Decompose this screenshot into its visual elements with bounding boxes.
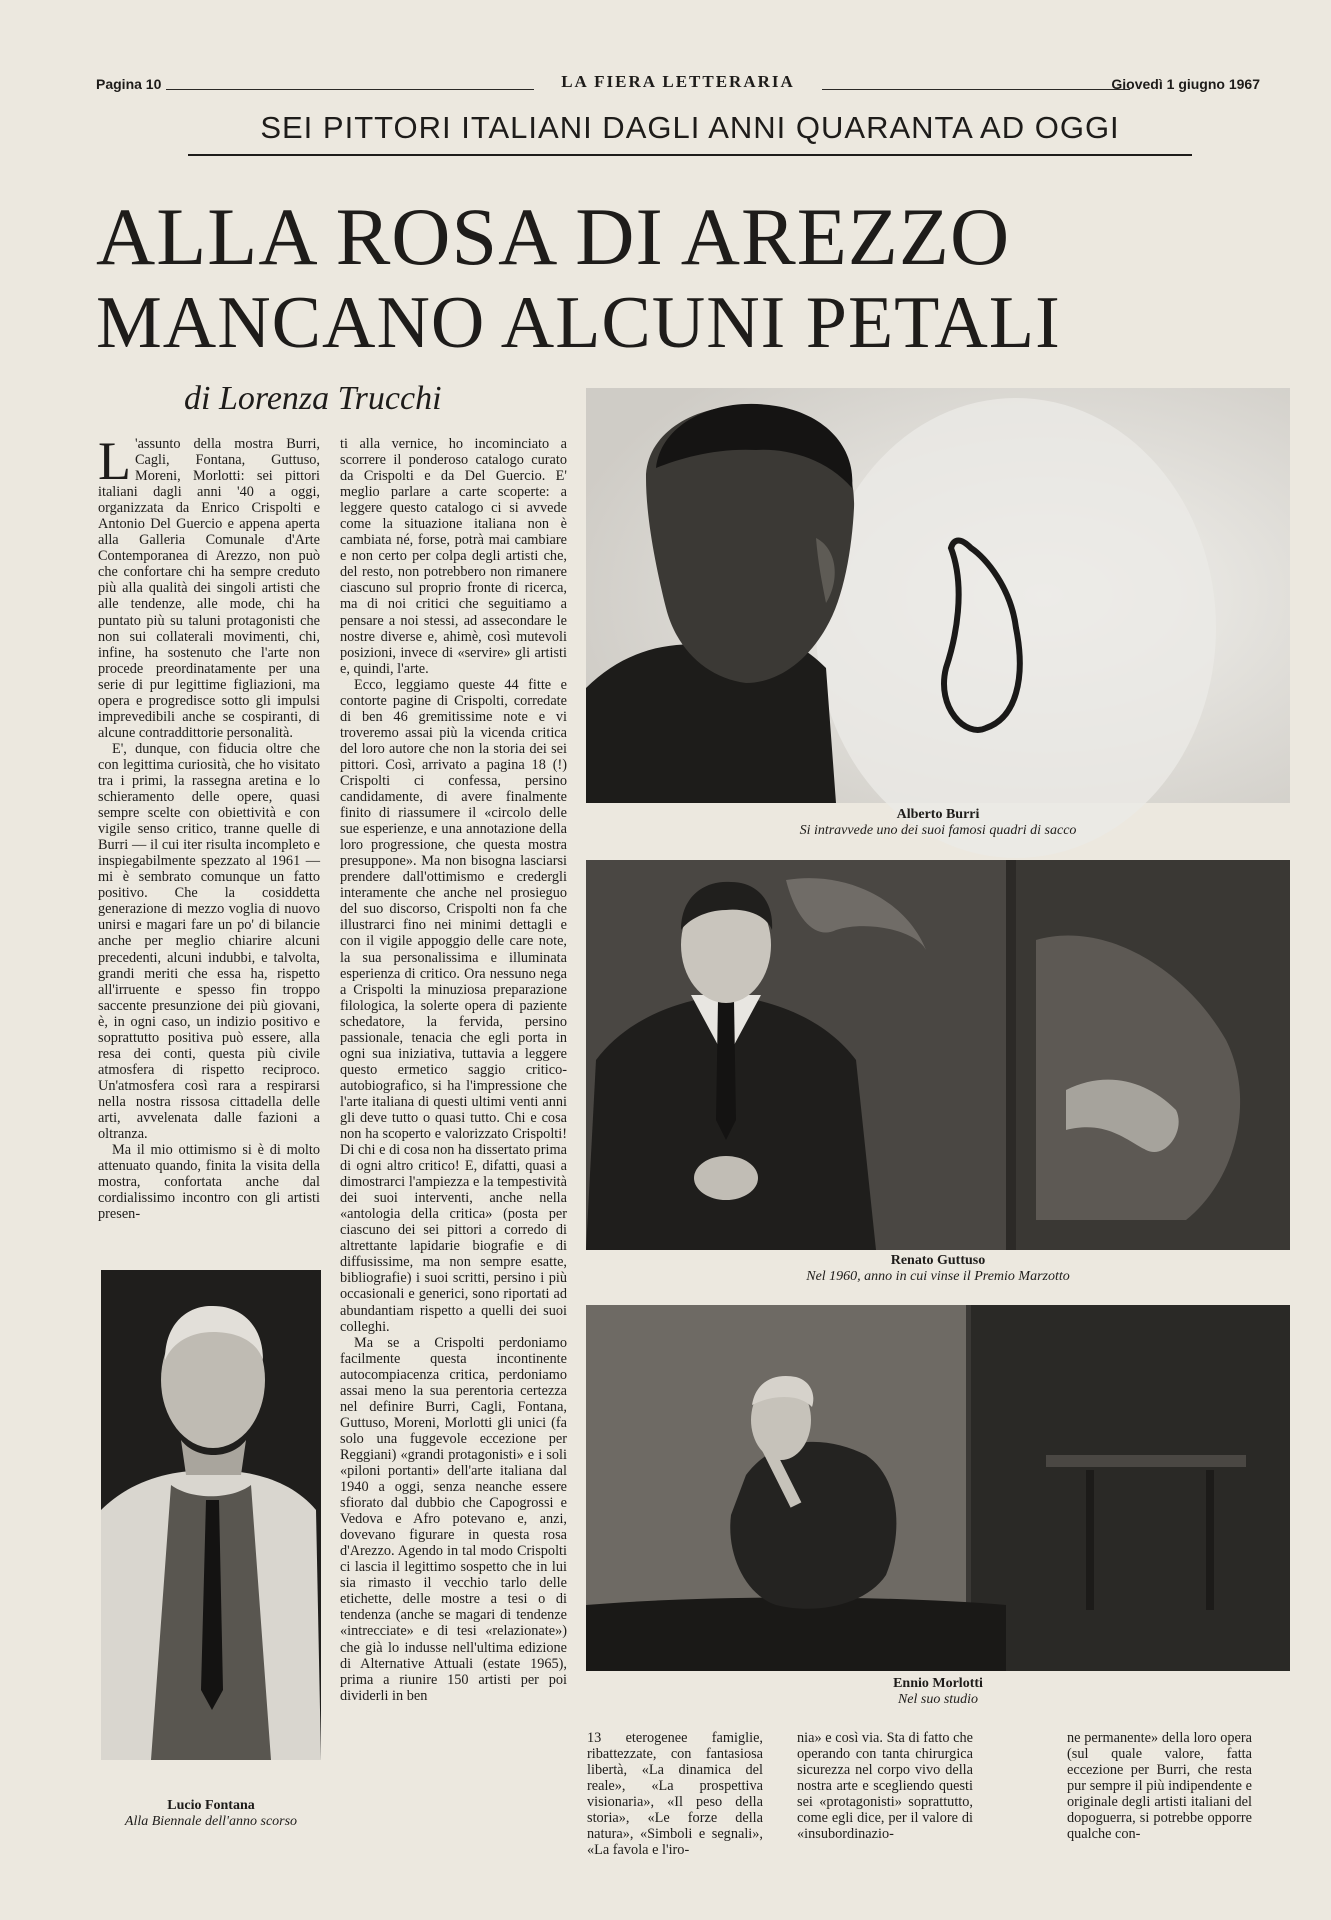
paragraph: L 'assunto della mostra Burri, Cagli, Fontana, Guttuso, Moreni, Morlotti: sei pittori italiani dagli anni '40 a oggi, organizzata da Enrico Crispolti e Antonio Del Guercio e appena aperta alla Galleria Comunale d'Arte Contemporanea di Arezzo, non può che confortare chi ha sempre creduto più alla qualità dei singoli artisti che alle tendenze, alle mode, chi ha puntato più su taluni protagonisti che non sui collaterali movimenti, chi, infine, ha sostenuto che l'arte non procede preordinatamente per una serie di pur legittime figliazioni, ma opera e progredisce sotto gli impulsi imprevedibili anche se cospiranti, di alcune contraddittorie personalità. (98, 431, 320, 741)
paragraph: Ecco, leggiamo queste 44 fitte e contorte pagine di Crispolti, corredate di ben 46 gremitissime note e vi troveremo assai più la vicenda critica del loro autore che non la storia dei sei pittori. Così, arrivato a pagina 18 (!) Crispolti ci confessa, persino candidamente, di avere finalmente finito di riassumere il «circolo delle sue esperienze, e una annotazione della loro progressione, che questa mostra presuppone». Ma non bisogna lasciarsi prendere dall'ottimismo e credergli interamente che anche nel prosieguo del suo discorso, Crispolti non fa che illustrarci fino nei minimi dettagli e con il vigile appoggio delle care note, la sua personalissima e illuminata esperienza di critico. Ora nessuno nega a Crispolti la minuziosa preparazione filologica, la solerte opera di paziente schedatore, la fervida, persino passionale, tenacia che egli porta in ogni sua iniziativa, tuttavia a leggere questo ermetico saggio critico-autobiografico, si ha l'impressione che l'arte italiana di questi ultimi venti anni gli deve tutto o quasi tutto. Chi e cosa non ha scoperto e valorizzato Crispolti! Di chi e di cosa non ha dissertato prima di ogni altro critico! E, difatti, quasi a dimostrarci l'ampiezza e la tempestività dei suoi interventi, anche nella «antologia della critica» (posta per ciascuno dei sei pittori a corredo di altrettante lapidarie biografie e di diffusissime, ma non sempre esatte, bibliografie) i suoi scritti, persino i più occasionali e generici, sono riportati ad abundantiam rispetto a quelli dei suoi colleghi. (340, 676, 567, 1335)
caption-name: Renato Guttuso (890, 1253, 986, 1268)
caption-text: Nel 1960, anno in cui vinse il Premio Marzotto (806, 1269, 1070, 1284)
caption-text: Si intravvede uno dei suoi famosi quadri di sacco (799, 823, 1077, 838)
masthead-rule-right (822, 89, 1130, 90)
article-column-3: 13 eterogenee famiglie, ribattezzate, con fantasiosa libertà, «La dinamica del reale», «La prospettiva visionaria», «Il peso della storia», «Le forze della natura», «Simboli e segnali», «La favola e l'iro- (587, 1730, 763, 1859)
kicker-underline (188, 154, 1192, 156)
byline: di Lorenza Trucchi (184, 380, 442, 417)
masthead (96, 72, 1260, 96)
kicker: SEI PITTORI ITALIANI DAGLI ANNI QUARANTA AD OGGI (260, 110, 1120, 145)
page-number: Pagina 10 (96, 76, 162, 92)
caption-text: Alla Biennale dell'anno scorso (124, 1814, 298, 1829)
article-column-5: ne permanente» della loro opera (sul quale valore, fatta eccezione per Burri, che resta pur sempre il più indipendente e originale degli artisti italiani del dopoguerra, si potrebbe opporre qualche con- (1067, 1730, 1252, 1843)
photo-renato-guttuso (586, 860, 1290, 1250)
photo-lucio-fontana (101, 1270, 321, 1760)
drop-cap: L (98, 431, 131, 491)
photo-ennio-morlotti (586, 1305, 1290, 1671)
caption-name: Ennio Morlotti (893, 1676, 983, 1691)
newspaper-name: LA FIERA LETTERARIA (561, 72, 795, 91)
paragraph: Ma il mio ottimismo si è di molto attenuato quando, finita la visita della mostra, confortata anche dal cordialissimo incontro con gli artisti presen- (98, 1142, 320, 1223)
article-column-2 (340, 436, 567, 1834)
article-column-1 (98, 431, 320, 1248)
caption-fontana (101, 1798, 321, 1830)
article-column-4: nia» e così via. Sta di fatto che operando con tanta chirurgica sicurezza nel corpo vivo della nostra arte e scegliendo questi sei «protagonisti» soprattutto, come egli dice, per il valore di «insubordinazio- (797, 1730, 973, 1843)
paragraph: Ma se a Crispolti perdoniamo facilmente questa incontinente autocompiacenza critica, perdoniamo assai meno la sua perentoria certezza nel definire Burri, Cagli, Fontana, Guttuso, Moreni, Morlotti gli unici (fa solo una fuggevole eccezione per Reggiani) «grandi protagonisti» e i soli «piloni portanti» dell'arte italiana dal 1940 a oggi, senza neanche essere sfiorato dal dubbio che Capogrossi e Vedova e Afro potevano e, anzi, dovevano figurare in questa rosa d'Arezzo. Agendo in tal modo Crispolti ci lascia il legittimo sospetto che in lui sia rimasto il vecchio tarlo delle etichette, delle mostre a tesi o di tendenza (anche se magari di tendenze «intrecciate» e di tesi «relazionate») che già lo indusse nell'ultima edizione di Alternative Attuali (estate 1965), prima a riunire 150 artisti per poi dividerli in ben (340, 1334, 567, 1704)
paragraph: E', dunque, con fiducia oltre che con legittima curiosità, che ho visitato tra i primi, la rassegna aretina e lo schieramento delle opere, quasi sempre scelte con obiettività e con vigile senso critico, tranne quelle di Burri — il cui iter risulta incompleto e inspiegabilmente spezzato al 1961 — mi è sembrato comunque un fatto positivo. Che la cosiddetta generazione di mezzo voglia di nuovo unirsi e magari fare un po' di bilancie anche per meglio chiarire alcuni precedenti, alcuni indubbi, e talvolta, grandi meriti che essa ha, rispetto all'irruente e spesso fin troppo saccente presunzione dei più giovani, è, in ogni caso, un indizio positivo e soprattutto positiva può essere, alla resa dei conti, questa più civile atmosfera di rispetto reciproco. Un'atmosfera così rara a respirarsi nella nostra rissosa cittadella delle arti, avvelenata dalle fazioni a oltranza. (98, 740, 320, 1143)
headline-line-2: MANCANO ALCUNI PETALI (96, 282, 1061, 364)
caption-guttuso (586, 1253, 1290, 1285)
paragraph: ti alla vernice, ho incominciato a scorrere il ponderoso catalogo curato da Crispolti e da Del Guercio. E' meglio parlare a carte scoperte: a leggere questo catalogo ci si avvede come la situazione italiana non è cambiata né, forse, potrà mai cambiare e non certo per colpa degli artisti che, del resto, non potrebbero non rimanere ciascuno sul proprio fronte di ricerca, ma di noi critici che seguitiamo a pensare a noi stessi, ad assecondare le nostre diverse e, ahimè, così mutevoli posizioni, invece di «servire» gli artisti e, quindi, l'arte. (340, 436, 567, 677)
headline-line-1: ALLA ROSA DI AREZZO (96, 191, 1011, 282)
caption-text: Nel suo studio (897, 1692, 979, 1707)
caption-burri (586, 807, 1290, 839)
caption-name: Lucio Fontana (167, 1798, 255, 1813)
caption-morlotti (586, 1676, 1290, 1708)
photo-alberto-burri (586, 388, 1290, 803)
issue-date: Giovedì 1 giugno 1967 (1111, 76, 1260, 92)
caption-name: Alberto Burri (896, 807, 980, 822)
